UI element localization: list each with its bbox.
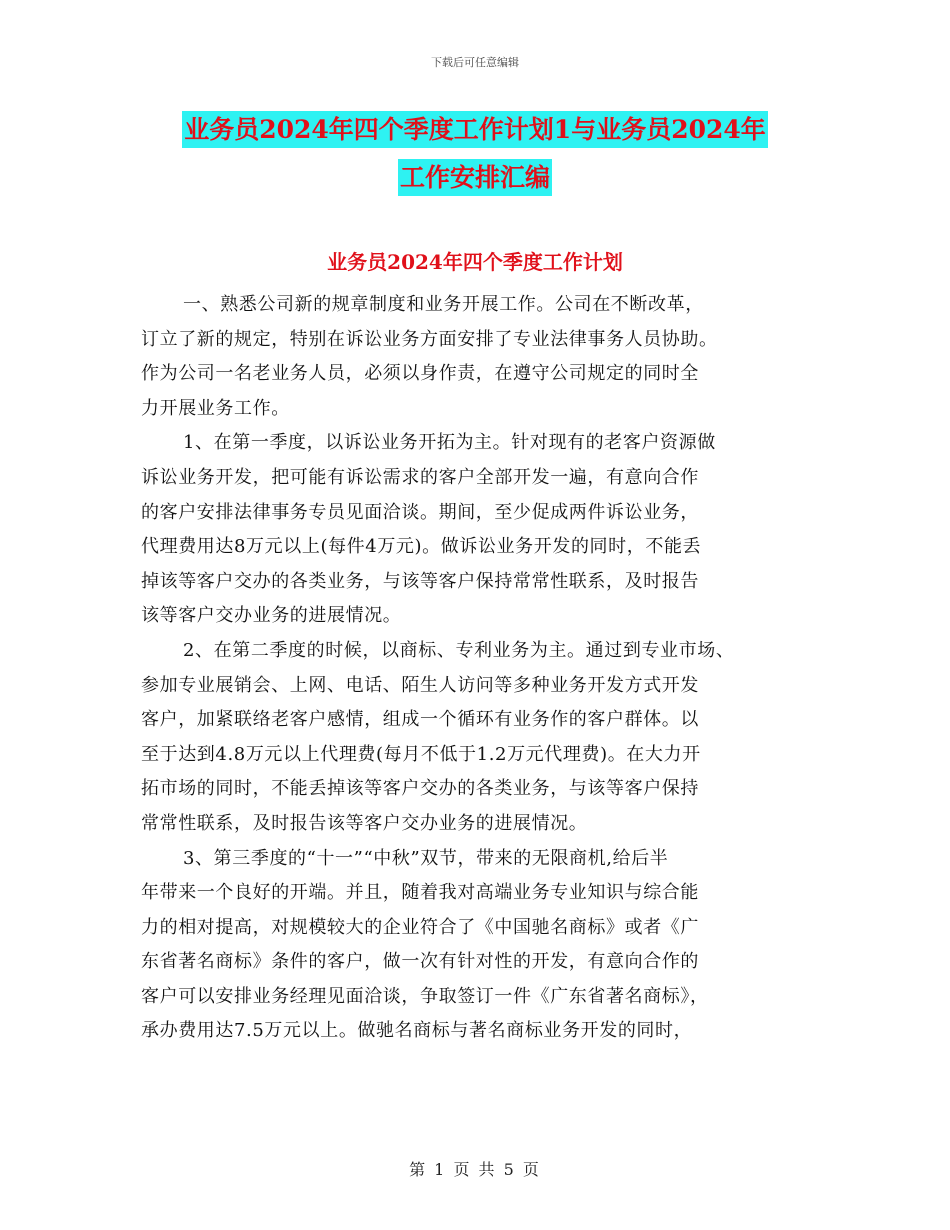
- page-footer: 第 1 页 共 5 页: [409, 1160, 541, 1179]
- paragraph-line: 东省著名商标》条件的客户，做一次有针对性的开发，有意向合作的: [141, 951, 699, 973]
- paragraph-line: 3、第三季度的“十一”“中秋”双节，带来的无限商机,给后半: [183, 847, 669, 869]
- paragraph-line: 拓市场的同时，不能丢掉该等客户交办的各类业务，与该等客户保持: [141, 778, 699, 800]
- paragraph-line: 2、在第二季度的时候，以商标、专利业务为主。通过到专业市场、: [183, 639, 735, 661]
- paragraph-line: 掉该等客户交办的各类业务，与该等客户保持常常性联系，及时报告: [141, 570, 699, 592]
- paragraph-line: 该等客户交办业务的进展情况。: [141, 605, 402, 627]
- title-line-1: 业务员2024年四个季度工作计划1与业务员2024年: [182, 111, 768, 148]
- paragraph-line: 年带来一个良好的开端。并且，随着我对高端业务专业知识与综合能: [141, 882, 699, 904]
- paragraph-line: 力的相对提高，对规模较大的企业符合了《中国驰名商标》或者《广: [141, 916, 699, 938]
- header-note: 下载后可任意编辑: [431, 56, 519, 69]
- paragraph-line: 代理费用达8万元以上(每件4万元)。做诉讼业务开发的同时，不能丢: [141, 536, 702, 558]
- paragraph-line: 作为公司一名老业务人员，必须以身作责，在遵守公司规定的同时全: [141, 363, 699, 385]
- paragraph-line: 至于达到4.8万元以上代理费(每月不低于1.2万元代理费)。在大力开: [141, 743, 701, 765]
- paragraph-line: 1、在第一季度，以诉讼业务开拓为主。针对现有的老客户资源做: [183, 432, 716, 454]
- paragraph-line: 一、熟悉公司新的规章制度和业务开展工作。公司在不断改革，: [183, 294, 704, 315]
- section-title: 业务员2024年四个季度工作计划: [327, 250, 623, 274]
- body-text: [141, 288, 831, 1049]
- document-title: [0, 106, 950, 202]
- paragraph-line: 常常性联系，及时报告该等客户交办业务的进展情况。: [141, 812, 588, 834]
- paragraph-line: 参加专业展销会、上网、电话、陌生人访问等多种业务开发方式开发: [141, 674, 699, 696]
- paragraph-line: 诉讼业务开发，把可能有诉讼需求的客户全部开发一遍，有意向合作: [141, 466, 699, 488]
- paragraph-line: 的客户安排法律事务专员见面洽谈。期间，至少促成两件诉讼业务，: [141, 501, 699, 523]
- paragraph-line: 订立了新的规定，特别在诉讼业务方面安排了专业法律事务人员协助。: [141, 328, 718, 350]
- paragraph-line: 客户可以安排业务经理见面洽谈，争取签订一件《广东省著名商标》，: [141, 985, 709, 1007]
- paragraph-line: 客户，加紧联络老客户感情，组成一个循环有业务作的客户群体。以: [141, 709, 699, 731]
- paragraph-line: 承办费用达7.5万元以上。做驰名商标与著名商标业务开发的同时，: [141, 1020, 693, 1042]
- paragraph-line: 力开展业务工作。: [141, 397, 290, 419]
- title-line-2: 工作安排汇编: [398, 159, 552, 196]
